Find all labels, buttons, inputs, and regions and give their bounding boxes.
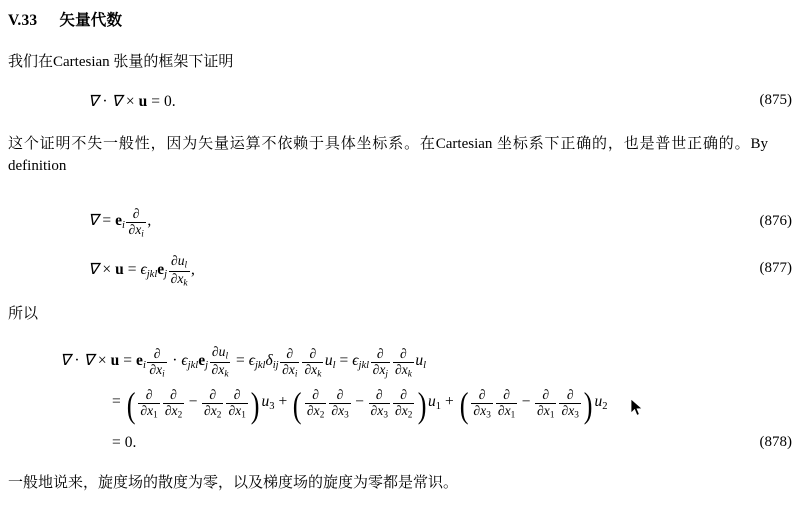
- mouse-cursor-icon: [630, 398, 644, 416]
- equation-877-number: (877): [759, 260, 792, 276]
- paragraph-after-875: 这个证明不失一般性，因为矢量运算不依赖于具体坐标系。在Cartesian 坐标系下正确的，也是普世正确的。By definition: [8, 136, 768, 174]
- equation-878-line3: = 0.: [112, 434, 137, 451]
- section-title-text: 矢量代数: [59, 12, 123, 29]
- equation-878-line2: = ( $\frac{\partial}{\partial x1}$ $\frac{\partial}{\partial x2}$ − $\frac{\partial}{\partial x2}$ $\frac{\partial}{\partial x1}$ ) u3 + ( $\frac{\partial}{\partial x2}$ $\frac{\partial}{\partial x3}$ − $\frac{\partial}{\partial x3}$ $\frac{\partial}{\partial x2}$ ) u1 + ( $\frac{\partial}{\partial x3}$ $\frac{\partial}{\partial x1}$ − $\frac{\partial}{\partial x1}$ $\frac{\partial}{\partial x3}$ ) u2: [112, 385, 608, 426]
- equation-878-number: (878): [759, 434, 792, 450]
- equation-876-number: (876): [759, 213, 792, 229]
- section-heading: [8, 8, 122, 30]
- equation-876: ∇ = $e_i$ $\frac{\partial}{\partial x_i}$ ,: [88, 206, 152, 240]
- equation-877: ∇ × $u = \epsilon_{jkl}e_j$ $\frac{\partial u_l}{\partial x_k}$ ,: [88, 253, 195, 289]
- paragraph-so: 所以: [8, 306, 39, 322]
- section-number: V.33: [8, 12, 38, 29]
- paragraph-closing: 一般地说来，旋度场的散度为零，以及梯度场的旋度为零都是常识。: [8, 475, 459, 491]
- equation-878-line1: ∇ · ∇ × $u = e_i$ $\frac{\partial}{\partial x_i}$ · $\epsilon_{jkl}e_j$ $\frac{\partial u_l}{\partial x_k}$ = $\epsilon_{jkl}\delta_{ij}$ $\frac{\partial}{\partial x_i}$ $\frac{\partial}{\partial x_k}$ $u_l = \epsilon_{jkl}$ $\frac{\partial}{\partial x_j}$ $\frac{\partial}{\partial x_k}$ $u_l$: [60, 344, 427, 380]
- equation-875: ∇ · ∇ × u = 0.: [88, 93, 176, 110]
- paragraph-intro: 我们在Cartesian 张量的框架下证明: [8, 54, 234, 70]
- equation-875-number: (875): [759, 92, 792, 108]
